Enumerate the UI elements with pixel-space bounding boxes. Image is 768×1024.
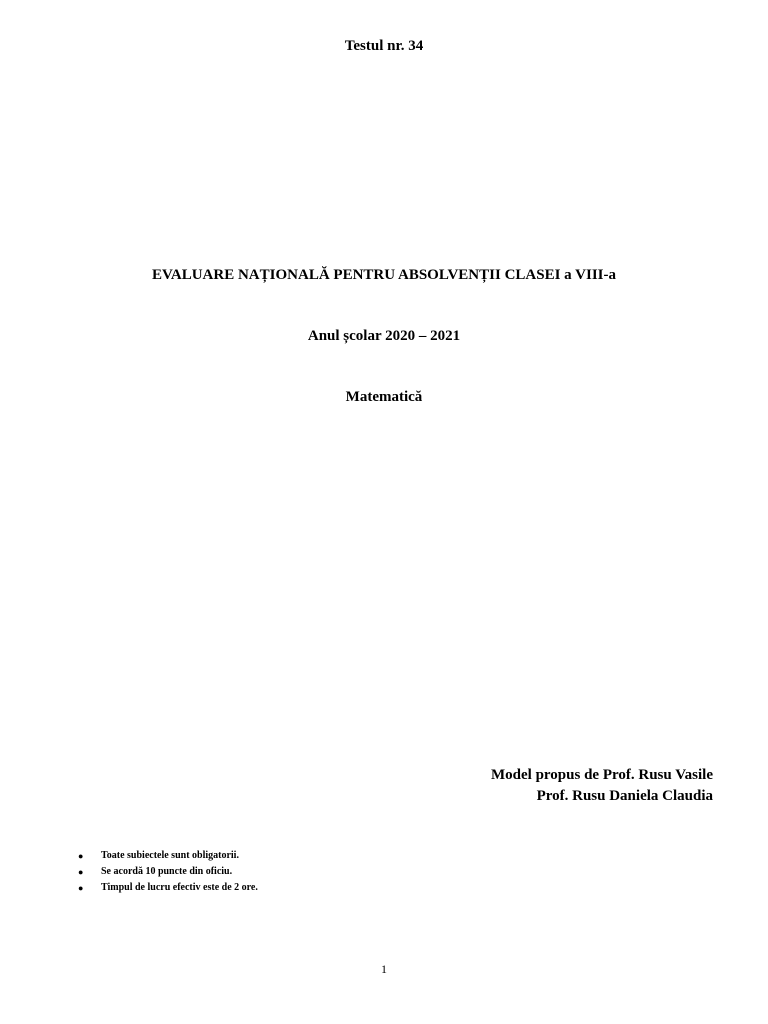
instruction-text: Toate subiectele sunt obligatorii. [101, 850, 239, 861]
bullet-icon: ● [78, 883, 84, 893]
page-number: 1 [381, 962, 387, 976]
test-title: Testul nr. 34 [344, 38, 424, 54]
instruction-text: Timpul de lucru efectiv este de 2 ore. [101, 882, 258, 893]
subject-title: Matematică [345, 389, 423, 405]
authors-block [491, 765, 713, 807]
list-item [78, 848, 258, 864]
instructions-list [78, 848, 258, 896]
instruction-text: Se acordă 10 puncte din oficiu. [101, 866, 233, 877]
exam-title: EVALUARE NAȚIONALĂ PENTRU ABSOLVENȚII CLASEI a VIII-a [151, 267, 616, 283]
author-line-1: Model propus de Prof. Rusu Vasile [491, 767, 713, 783]
author-line-2: Prof. Rusu Daniela Claudia [536, 788, 713, 804]
list-item [78, 864, 258, 880]
list-item [78, 880, 258, 896]
school-year: Anul școlar 2020 – 2021 [307, 328, 461, 344]
bullet-icon: ● [78, 867, 84, 877]
bullet-icon: ● [78, 851, 84, 861]
